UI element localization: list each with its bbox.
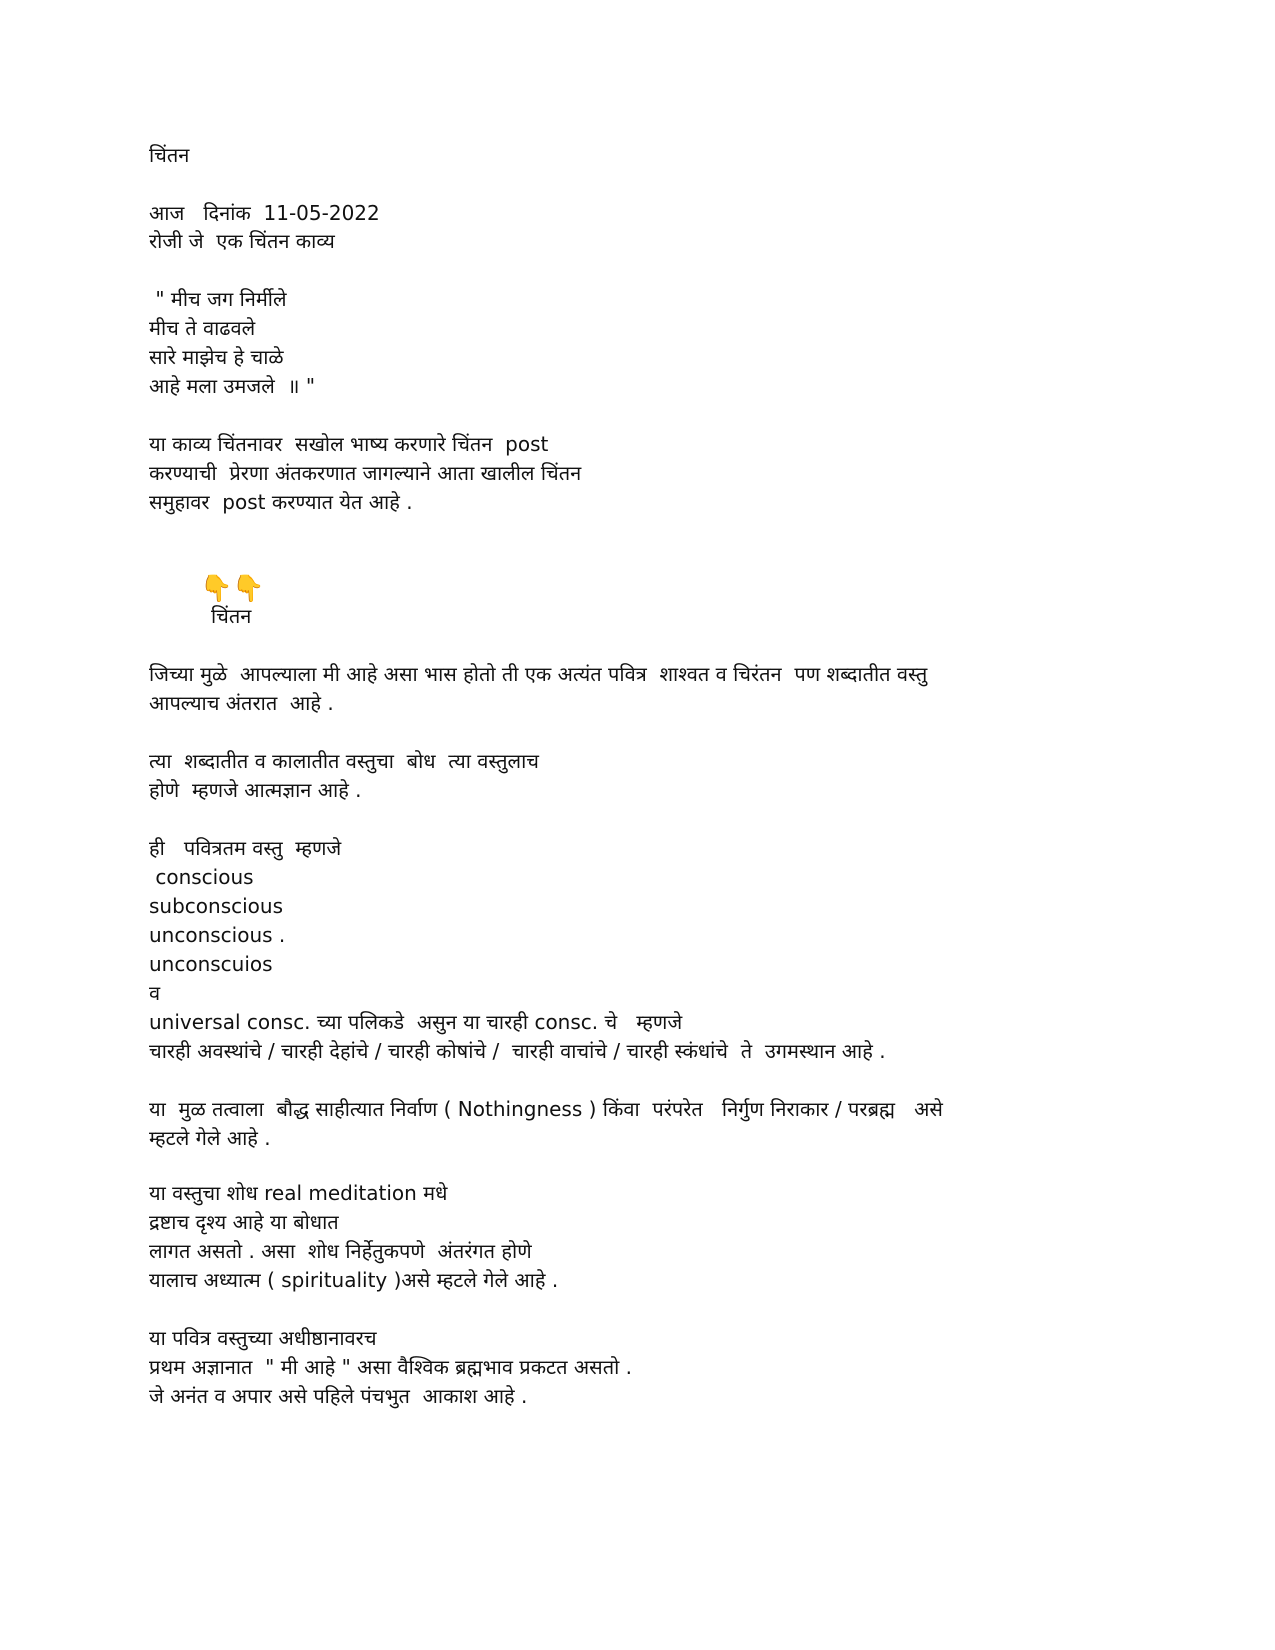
paragraph-line: म्हटले गेले आहे . [149,1126,271,1150]
paragraph-line: या पवित्र वस्तुच्या अधीष्ठानावरच [149,1326,377,1350]
poem-line: आहे मला उमजले ॥ " [149,374,316,398]
paragraph-line: आपल्याच अंतरात आहे . [149,691,334,715]
paragraph-line: यालाच अध्यात्म ( spirituality )असे म्हटले गेले आहे . [149,1268,559,1292]
poem-line: " मीच जग निर्मीले [149,287,287,311]
paragraph-line: unconscious . [149,923,286,947]
intro-line: रोजी जे एक चिंतन काव्य [149,229,335,253]
intro-line: आज दिनांक 11-05-2022 [149,201,380,225]
paragraph-line: unconscuios [149,952,273,976]
paragraph-line: व [149,981,161,1005]
paragraph-line: ही पवित्रतम वस्तु म्हणजे [149,836,342,860]
poem-line: मीच ते वाढवले [149,316,256,340]
subheading: चिंतन [211,604,252,628]
paragraph-line: conscious [149,865,254,889]
poem-line: सारे माझेच हे चाळे [149,345,284,369]
paragraph-line: चारही अवस्थांचे / चारही देहांचे / चारही कोषांचे / चारही वाचांचे / चारही स्कंधांचे ते उगमस्थान आहे . [149,1039,886,1063]
paragraph-line: जे अनंत व अपार असे पहिले पंचभुत आकाश आहे . [149,1384,528,1408]
post-note-line: करण्याची प्रेरणा अंतकरणात जागल्याने आता खालील चिंतन [149,461,582,485]
post-note-line: समुहावर post करण्यात येत आहे . [149,490,413,514]
post-note-line: या काव्य चिंतनावर सखोल भाष्य करणारे चिंतन post [149,432,549,456]
paragraph-line: जिच्या मुळे आपल्याला मी आहे असा भास होतो ती एक अत्यंत पवित्र शाश्वत व चिरंतन पण शब्दातीत वस्तु [149,662,928,686]
paragraph-line: universal consc. च्या पलिकडे असुन या चारही consc. चे म्हणजे [149,1010,683,1034]
paragraph-line: होणे म्हणजे आत्मज्ञान आहे . [149,778,362,802]
paragraph-line: या मुळ तत्वाला बौद्ध साहीत्यात निर्वाण ( Nothingness ) किंवा परंपरेत निर्गुण निराकार / परब्रह्म असे [149,1097,943,1121]
pointing-down-icon: 👇👇 [200,574,265,604]
paragraph-line: लागत असतो . असा शोध निर्हेतुकपणे अंतरंगत होणे [149,1239,532,1263]
document-heading: चिंतन [149,143,190,167]
paragraph-line: द्रष्टाच दृश्य आहे या बोधात [149,1210,339,1234]
paragraph-line: त्या शब्दातीत व कालातीत वस्तुचा बोध त्या वस्तुलाच [149,749,539,773]
paragraph-line: प्रथम अज्ञानात " मी आहे " असा वैश्विक ब्रह्मभाव प्रकटत असतो . [149,1355,632,1379]
paragraph-line: या वस्तुचा शोध real meditation मधे [149,1181,448,1205]
paragraph-line: subconscious [149,894,284,918]
